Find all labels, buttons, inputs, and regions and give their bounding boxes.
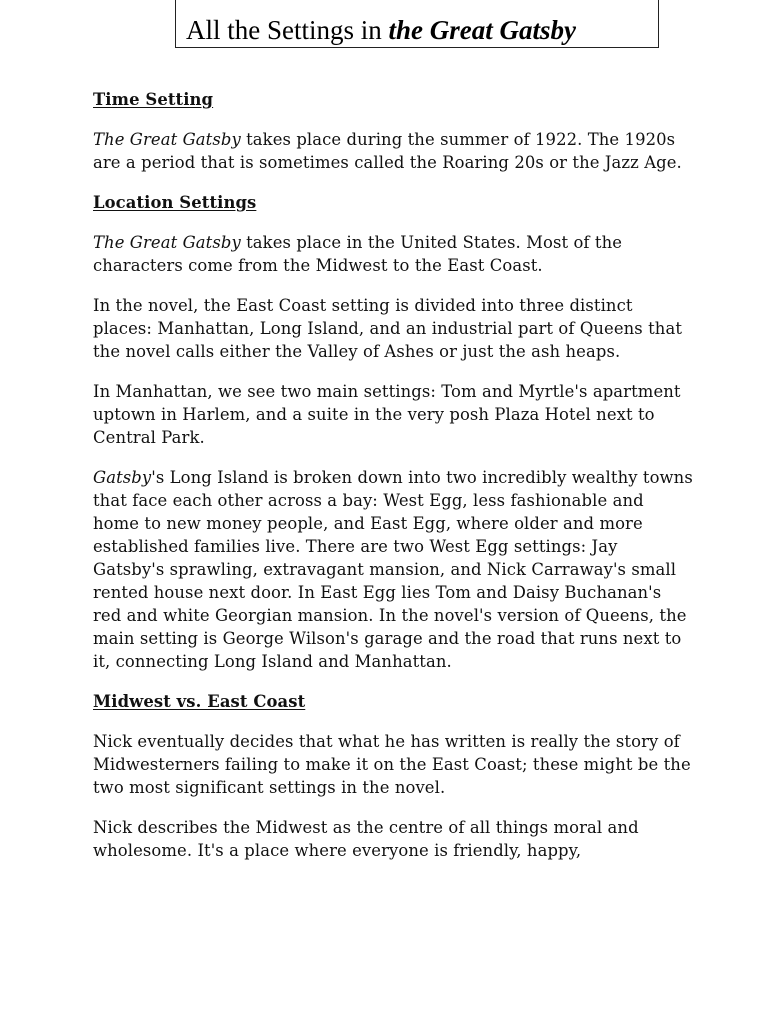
book-title-italic: The Great Gatsby: [93, 233, 241, 252]
time-setting-paragraph: [93, 128, 693, 174]
location-paragraph-4: [93, 466, 693, 673]
book-title-italic: The Great Gatsby: [93, 130, 241, 149]
title-box: [175, 0, 659, 48]
time-setting-section: [93, 88, 693, 174]
midwest-paragraph-1: Nick eventually decides that what he has written is really the story of Midwesterners failing to make it on the East Coast; these might be the two most significant settings in the novel.: [93, 732, 691, 797]
title-lead: All the Settings in: [186, 15, 389, 45]
midwest-east-coast-heading: Midwest vs. East Coast: [93, 692, 306, 711]
location-settings-section: [93, 191, 693, 673]
time-setting-heading: Time Setting: [93, 90, 214, 109]
paragraph-text: takes place in the United States. Most of the characters come from the Midwest to the East Coast.: [93, 233, 623, 275]
book-title-italic: Gatsby: [93, 468, 152, 487]
location-paragraph-1: [93, 231, 693, 277]
midwest-east-coast-section: [93, 690, 693, 862]
document-body: [93, 88, 693, 879]
location-settings-heading: Location Settings: [93, 193, 257, 212]
midwest-paragraph-2: Nick describes the Midwest as the centre of all things moral and wholesome. It's a place where everyone is friendly, happy,: [93, 818, 639, 860]
title-emphasis: the Great Gatsby: [388, 15, 576, 45]
location-paragraph-2: In the novel, the East Coast setting is divided into three distinct places: Manhattan, Long Island, and an industrial part of Queens that the novel calls either the Valley of Ashes or just the ash heaps.: [93, 296, 682, 361]
paragraph-text: takes place during the summer of 1922. The 1920s are a period that is sometimes called the Roaring 20s or the Jazz Age.: [93, 130, 682, 172]
location-paragraph-3: In Manhattan, we see two main settings: Tom and Myrtle's apartment uptown in Harlem, and a suite in the very posh Plaza Hotel next to Central Park.: [93, 382, 681, 447]
page-title: [186, 13, 576, 47]
paragraph-text: 's Long Island is broken down into two incredibly wealthy towns that face each other across a bay: West Egg, less fashionable and home to new money people, and East Egg, where older and more established families live. There are two West Egg settings: Jay Gatsby's sprawling, extravagant mansion, and Nick Carraway's small rented house next door. In East Egg lies Tom and Daisy Buchanan's red and white Georgian mansion. In the novel's version of Queens, the main setting is George Wilson's garage and the road that runs next to it, connecting Long Island and Manhattan.: [93, 468, 693, 671]
